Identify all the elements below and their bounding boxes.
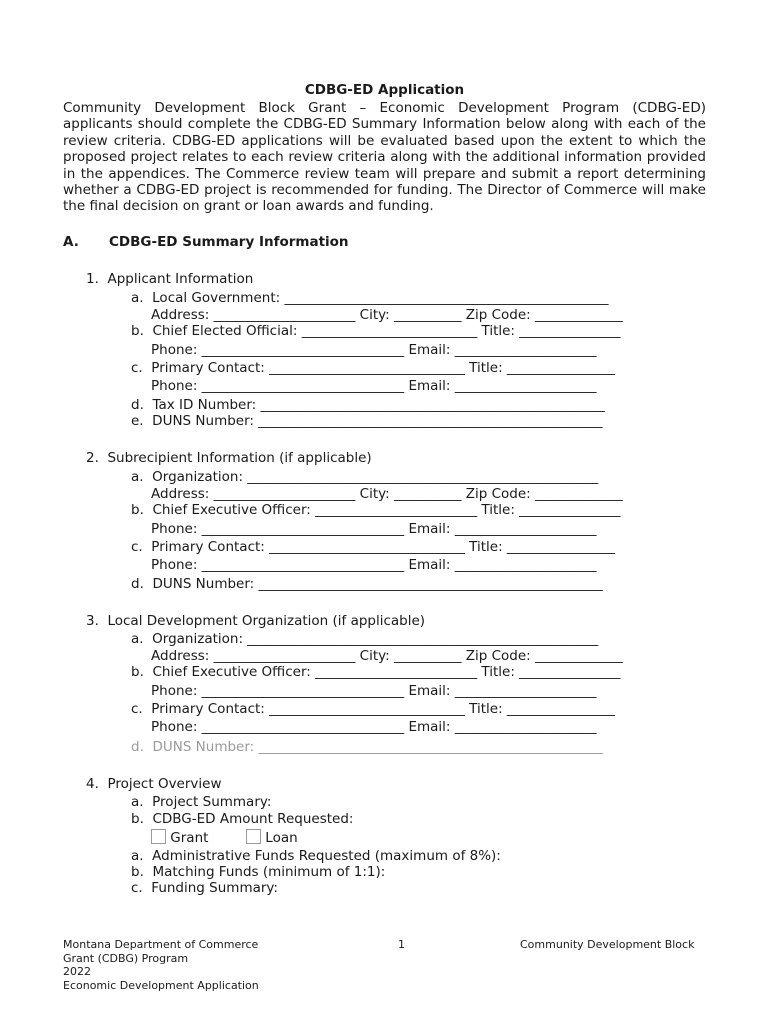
matching-funds-label: b. Matching Funds (minimum of 1:1): xyxy=(131,864,386,880)
amount-requested-label: b. CDBG-ED Amount Requested: xyxy=(131,811,354,827)
subrecipient-phone-email-field[interactable]: Phone: ______________________________ Email: _____________________ xyxy=(151,521,597,537)
overview-heading: 4. Project Overview xyxy=(86,776,222,792)
grant-checkbox[interactable] xyxy=(151,829,166,844)
applicant-contact-phone-email-field[interactable]: Phone: ______________________________ Email: _____________________ xyxy=(151,378,597,394)
ldo-phone-email-field[interactable]: Phone: ______________________________ Email: _____________________ xyxy=(151,683,597,699)
footer-program: Grant (CDBG) Program xyxy=(63,951,189,965)
subrecipient-chief-executive-field[interactable]: b. Chief Executive Officer: ________________________ Title: _______________ xyxy=(131,502,621,518)
applicant-chief-elected-field[interactable]: b. Chief Elected Official: __________________________ Title: _______________ xyxy=(131,323,621,339)
section-letter: A. xyxy=(63,234,79,250)
subrecipient-duns-field[interactable]: d. DUNS Number: ___________________________________________________ xyxy=(131,576,603,592)
applicant-address-field[interactable]: Address: _____________________ City: __________ Zip Code: _____________ xyxy=(151,307,623,323)
applicant-primary-contact-field[interactable]: c. Primary Contact: _____________________________ Title: ________________ xyxy=(131,360,615,376)
admin-funds-label: a. Administrative Funds Requested (maximum of 8%): xyxy=(131,848,501,864)
ldo-contact-phone-email-field[interactable]: Phone: ______________________________ Email: _____________________ xyxy=(151,719,597,735)
footer-right: Community Development Block xyxy=(520,938,695,951)
ldo-address-field[interactable]: Address: _____________________ City: __________ Zip Code: _____________ xyxy=(151,648,623,664)
ldo-heading: 3. Local Development Organization (if applicable) xyxy=(86,613,426,629)
grant-option[interactable] xyxy=(151,829,208,846)
loan-option[interactable] xyxy=(246,829,298,846)
applicant-tax-id-field[interactable]: d. Tax ID Number: ___________________________________________________ xyxy=(131,397,605,413)
applicant-phone-email-field[interactable]: Phone: ______________________________ Email: _____________________ xyxy=(151,342,597,358)
footer-department: Montana Department of Commerce xyxy=(63,938,259,951)
applicant-heading: 1. Applicant Information xyxy=(86,271,254,287)
section-a-heading xyxy=(63,234,349,250)
footer-left xyxy=(63,938,259,992)
subrecipient-address-field[interactable]: Address: _____________________ City: __________ Zip Code: _____________ xyxy=(151,486,623,502)
project-summary-label: a. Project Summary: xyxy=(131,794,272,810)
applicant-duns-field[interactable]: e. DUNS Number: ___________________________________________________ xyxy=(131,413,603,429)
funding-summary-label: c. Funding Summary: xyxy=(131,880,278,896)
grant-label: Grant xyxy=(170,830,209,846)
loan-label: Loan xyxy=(265,830,298,846)
document-title: CDBG-ED Application xyxy=(304,82,465,98)
applicant-local-government-field[interactable]: a. Local Government: ________________________________________________ xyxy=(131,290,609,306)
ldo-chief-executive-field[interactable]: b. Chief Executive Officer: ________________________ Title: _______________ xyxy=(131,664,621,680)
subrecipient-primary-contact-field[interactable]: c. Primary Contact: _____________________________ Title: ________________ xyxy=(131,539,615,555)
subrecipient-heading: 2. Subrecipient Information (if applicable) xyxy=(86,450,372,466)
footer-page-number: 1 xyxy=(398,938,405,951)
loan-checkbox[interactable] xyxy=(246,829,261,844)
section-title: CDBG-ED Summary Information xyxy=(109,234,349,250)
ldo-duns-field[interactable]: d. DUNS Number: ___________________________________________________ xyxy=(131,739,603,755)
subrecipient-organization-field[interactable]: a. Organization: ____________________________________________________ xyxy=(131,469,599,485)
footer-year: 2022 xyxy=(63,965,91,979)
subrecipient-contact-phone-email-field[interactable]: Phone: ______________________________ Email: _____________________ xyxy=(151,557,597,573)
footer-application: Economic Development Application xyxy=(63,978,259,992)
ldo-primary-contact-field[interactable]: c. Primary Contact: _____________________________ Title: ________________ xyxy=(131,701,615,717)
intro-paragraph: Community Development Block Grant – Economic Development Program (CDBG-ED) applicants should complete the CDBG-ED Summary Information below along with each of the review criteria. CDBG-ED applications will be evaluated based upon the extent to which the proposed project relates to each review criteria along with the additional information provided in the appendices. The Commerce review team will prepare and submit a report determining whether a CDBG-ED project is recommended for funding. The Director of Commerce will make the final decision on grant or loan awards and funding. xyxy=(63,100,706,215)
ldo-organization-field[interactable]: a. Organization: ____________________________________________________ xyxy=(131,631,599,647)
